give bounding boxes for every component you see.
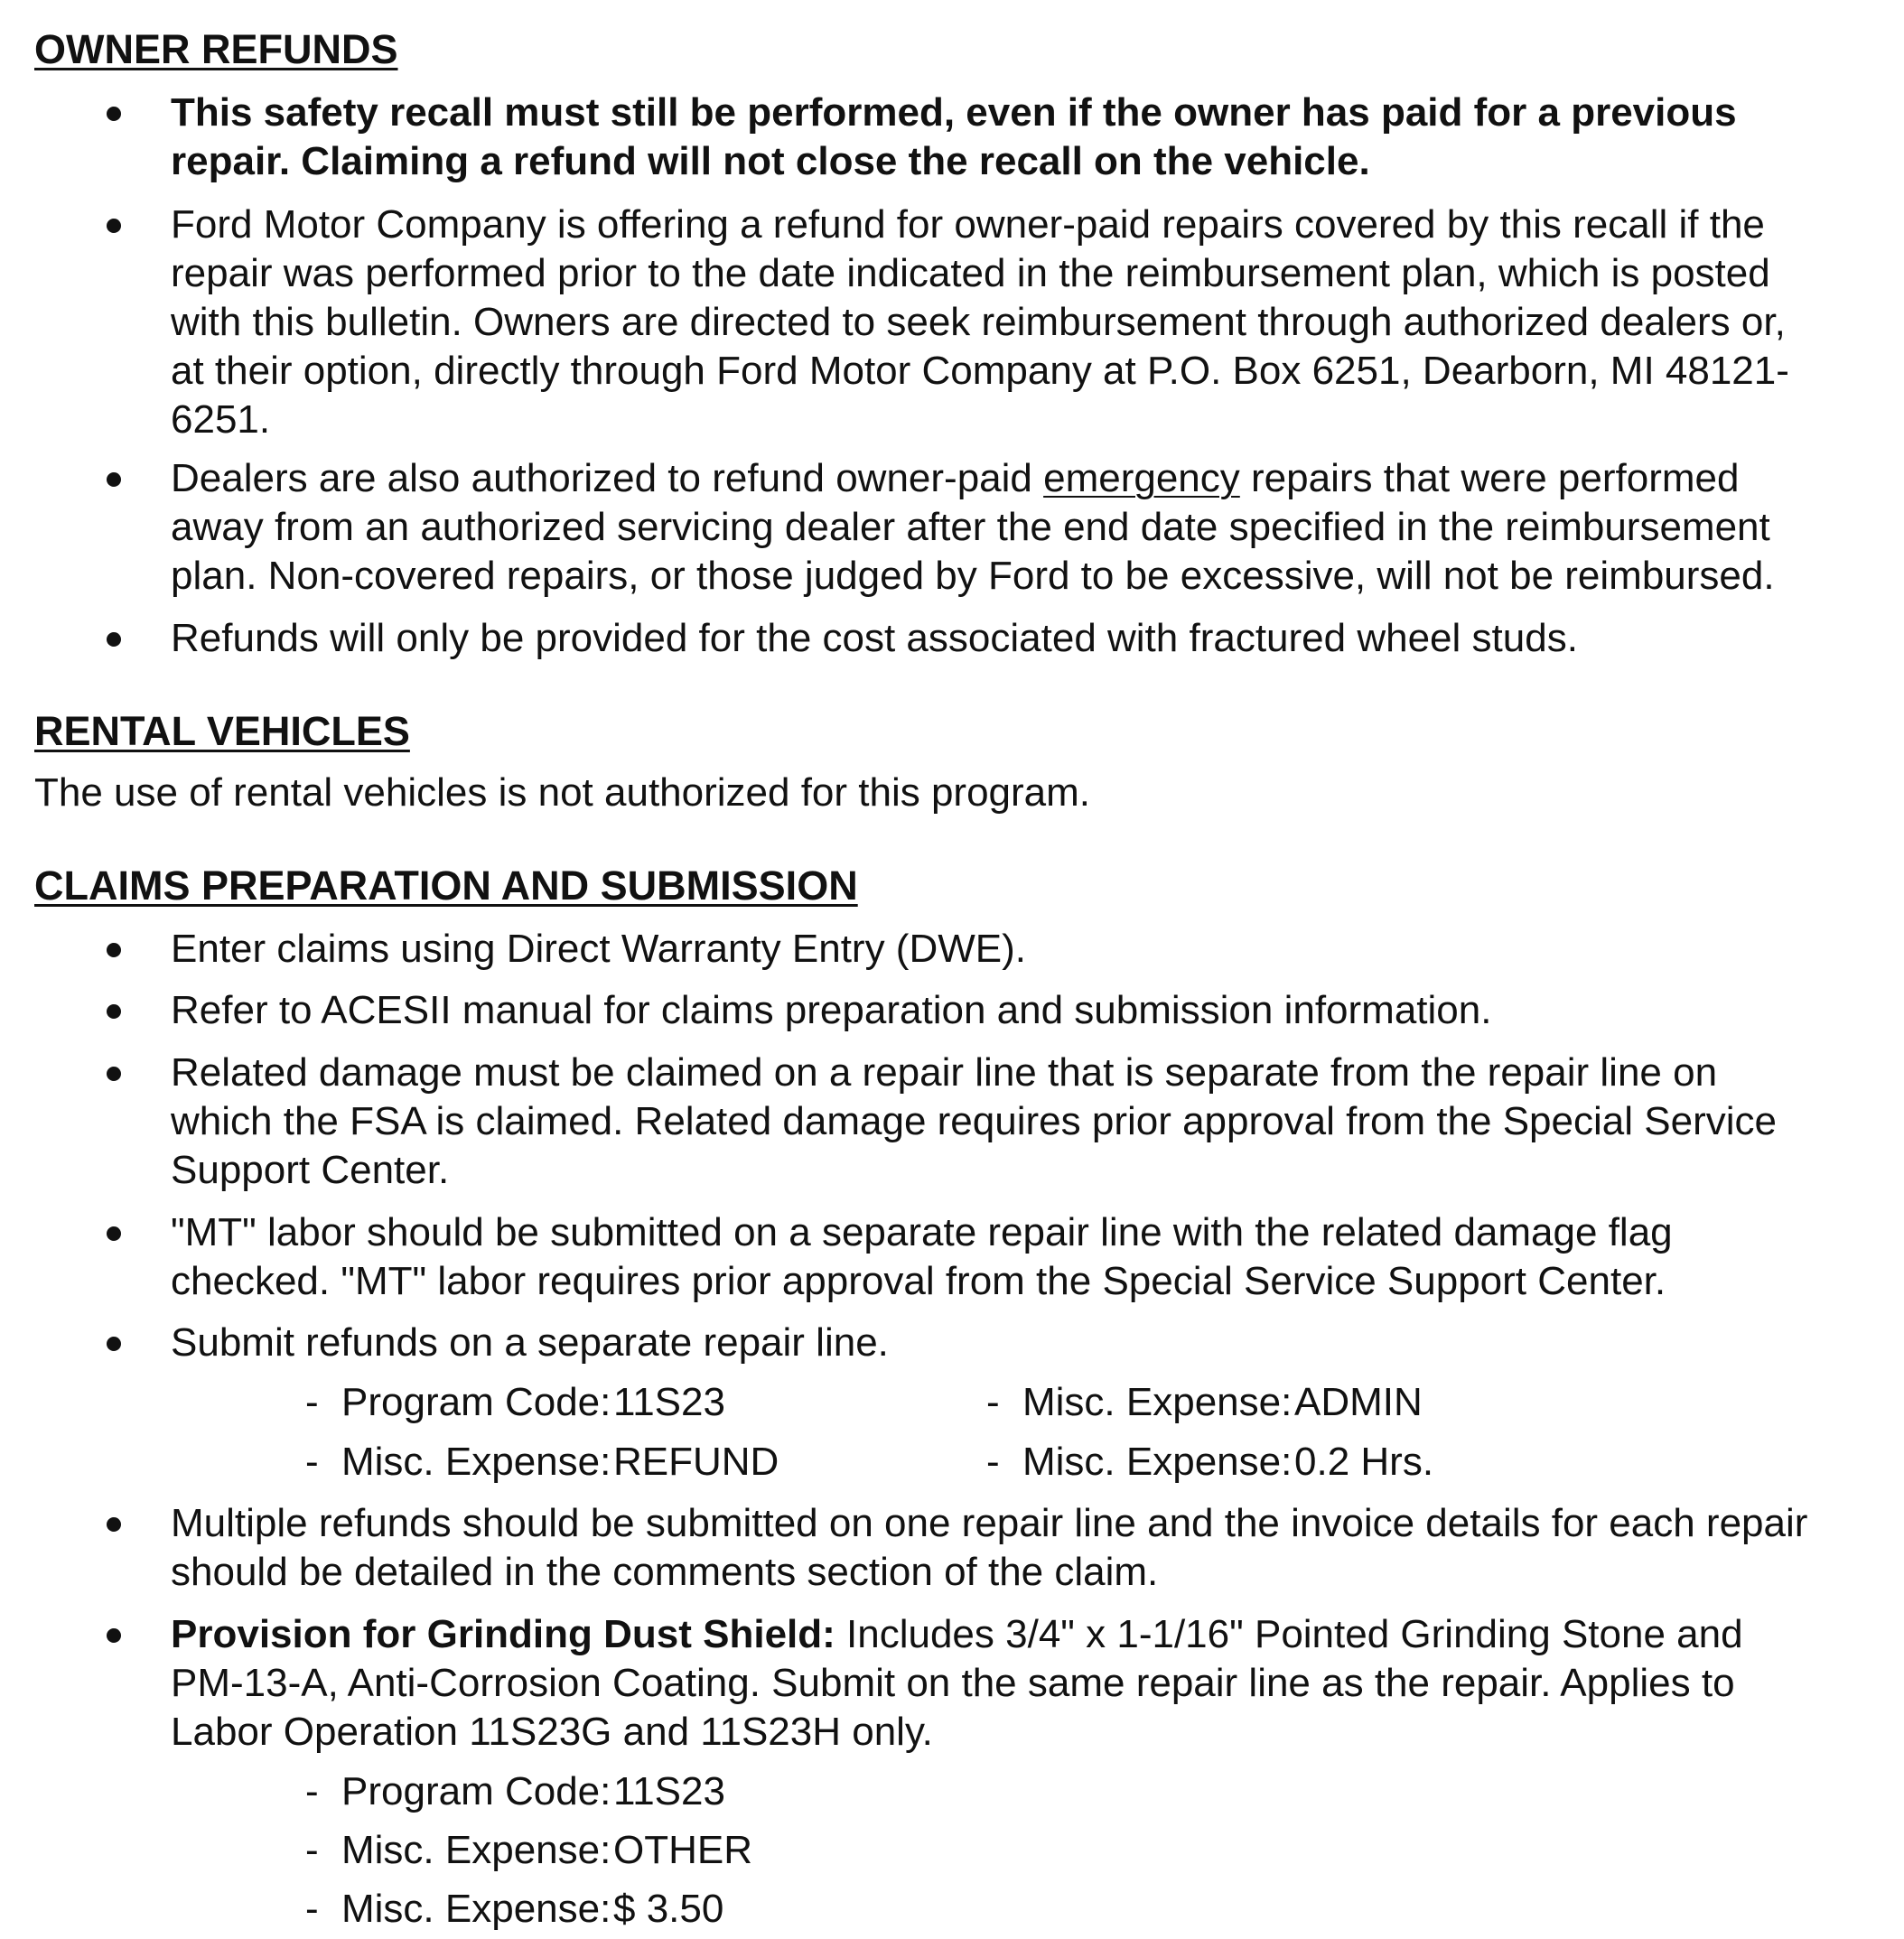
- bullet-line: with this bulletin. Owners are directed to seek reimbursement through authorized dealers or,: [171, 300, 1786, 344]
- bullet-line: Refunds will only be provided for the cost associated with fractured wheel studs.: [171, 616, 1578, 660]
- code-label: Program Code:: [341, 1380, 611, 1424]
- bullet-line: Submit refunds on a separate repair line.: [171, 1320, 889, 1365]
- bullet-line: Multiple refunds should be submitted on one repair line and the invoice details for each repair: [171, 1501, 1808, 1545]
- claims-heading: CLAIMS PREPARATION AND SUBMISSION: [34, 862, 858, 909]
- bullet-line: repair was performed prior to the date indicated in the reimbursement plan, which is posted: [171, 251, 1770, 295]
- bullet-icon: [107, 1067, 121, 1081]
- provision-title: Provision for Grinding Dust Shield:: [171, 1612, 835, 1656]
- code-label: Misc. Expense:: [341, 1828, 611, 1872]
- provision-code-item: - Misc. Expense: $ 3.50: [305, 1885, 611, 1934]
- bullet-line: This safety recall must still be performed, even if the owner has paid for a previous: [171, 90, 1737, 135]
- code-label: Program Code:: [341, 1769, 611, 1813]
- refund-code-item: - Misc. Expense: 0.2 Hrs.: [986, 1438, 1292, 1487]
- bullet-icon: [107, 632, 121, 647]
- bullet-icon: [107, 1517, 121, 1532]
- bullet-line: should be detailed in the comments section of the claim.: [171, 1550, 1159, 1594]
- bullet-icon: [107, 1337, 121, 1351]
- refund-code-item: - Misc. Expense: REFUND: [305, 1438, 611, 1487]
- bullet-icon: [107, 943, 121, 957]
- code-label: Misc. Expense:: [1022, 1380, 1293, 1424]
- rental-vehicles-text: The use of rental vehicles is not authorized for this program.: [34, 770, 1091, 815]
- bullet-line: PM-13-A, Anti-Corrosion Coating. Submit on the same repair line as the repair. Applies to: [171, 1661, 1735, 1705]
- bullet-line: Enter claims using Direct Warranty Entry (DWE).: [171, 927, 1026, 971]
- bullet-line: away from an authorized servicing dealer after the end date specified in the reimbursement: [171, 505, 1770, 549]
- bullet-line: repair. Claiming a refund will not close the recall on the vehicle.: [171, 139, 1370, 183]
- owner-refunds-heading: OWNER REFUNDS: [34, 26, 398, 72]
- bullet-line: at their option, directly through Ford Motor Company at P.O. Box 6251, Dearborn, MI 48121-: [171, 349, 1789, 393]
- code-value: 0.2 Hrs.: [1294, 1440, 1434, 1484]
- code-value: OTHER: [613, 1828, 752, 1872]
- rental-vehicles-heading: RENTAL VEHICLES: [34, 708, 410, 754]
- code-label: Misc. Expense:: [341, 1440, 611, 1484]
- refund-code-item: - Program Code: 11S23: [305, 1378, 611, 1427]
- code-value: ADMIN: [1294, 1380, 1423, 1424]
- bullet-line: checked. "MT" labor requires prior approval from the Special Service Support Center.: [171, 1259, 1666, 1303]
- bullet-line: 6251.: [171, 397, 271, 442]
- code-value: 11S23: [613, 1380, 725, 1424]
- bullet-icon: [107, 219, 121, 233]
- code-label: Misc. Expense:: [341, 1887, 611, 1931]
- code-value: 11S23: [613, 1769, 725, 1813]
- bullet-text: Includes 3/4" x 1-1/16" Pointed Grinding Stone and: [835, 1612, 1743, 1656]
- refund-code-item: - Misc. Expense: ADMIN: [986, 1378, 1292, 1427]
- bullet-icon: [107, 1628, 121, 1643]
- code-value: $ 3.50: [613, 1887, 724, 1931]
- bullet-line: which the FSA is claimed. Related damage requires prior approval from the Special Service: [171, 1099, 1777, 1143]
- bullet-line: Labor Operation 11S23G and 11S23H only.: [171, 1710, 933, 1754]
- bullet-line: Support Center.: [171, 1148, 450, 1192]
- provision-code-item: - Program Code: 11S23: [305, 1767, 611, 1816]
- bullet-text: repairs that were performed: [1239, 456, 1740, 500]
- bullet-text: Dealers are also authorized to refund owner-paid: [171, 456, 1044, 500]
- bullet-icon: [107, 1004, 121, 1019]
- code-label: Misc. Expense:: [1022, 1440, 1293, 1484]
- bullet-icon: [107, 107, 121, 121]
- bullet-icon: [107, 1226, 121, 1241]
- bullet-line: Related damage must be claimed on a repair line that is separate from the repair line on: [171, 1050, 1718, 1095]
- bullet-icon: [107, 472, 121, 487]
- code-value: REFUND: [613, 1440, 779, 1484]
- emphasis-underline: emergency: [1043, 456, 1240, 500]
- bullet-line: "MT" labor should be submitted on a separate repair line with the related damage flag: [171, 1210, 1673, 1254]
- bullet-line: Refer to ACESII manual for claims preparation and submission information.: [171, 988, 1492, 1032]
- bullet-line: plan. Non-covered repairs, or those judged by Ford to be excessive, will not be reimbursed.: [171, 554, 1775, 598]
- bullet-line: Ford Motor Company is offering a refund for owner-paid repairs covered by this recall if the: [171, 202, 1765, 247]
- provision-code-item: - Misc. Expense: OTHER: [305, 1826, 611, 1875]
